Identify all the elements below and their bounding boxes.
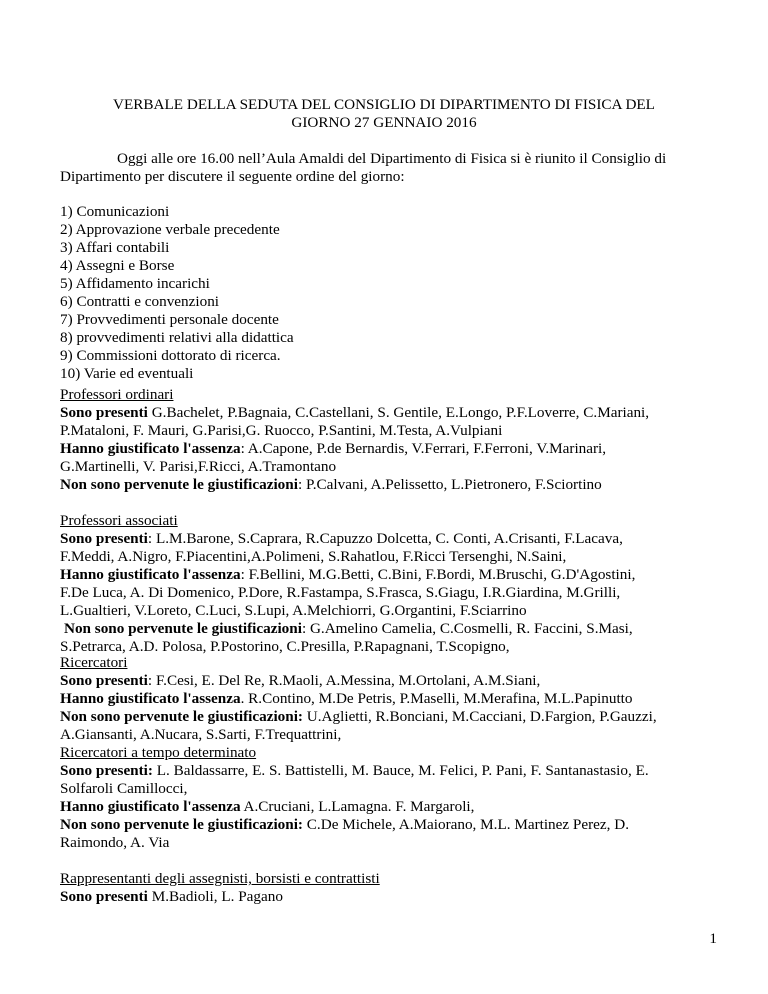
absent-names: A.Giansanti, A.Nucara, S.Sarti, F.Trequattrini, (60, 726, 342, 743)
absent-names: : G.Amelino Camelia, C.Cosmelli, R. Faccini, S.Masi, (301, 620, 633, 637)
justified-label: Hanno giustificato l'assenza (60, 798, 241, 815)
agenda-item: 1) Comunicazioni (60, 203, 170, 220)
title-line-2: GIORNO 27 GENNAIO 2016 (291, 114, 477, 131)
present-names: : L.M.Barone, S.Caprara, R.Capuzzo Dolcetta, C. Conti, A.Crisanti, F.Lacava, (147, 530, 623, 547)
justified-names: : A.Capone, P.de Bernardis, V.Ferrari, F.Ferroni, V.Marinari, (240, 440, 607, 457)
intro-paragraph (60, 150, 710, 186)
section-ricercatori-tempo-determinato (60, 744, 720, 852)
justified-names: : F.Bellini, M.G.Betti, C.Bini, F.Bordi, M.Bruschi, G.D'Agostini, (240, 566, 636, 583)
present-names: : F.Cesi, E. Del Re, R.Maoli, A.Messina, M.Ortolani, A.M.Siani, (147, 672, 541, 689)
present-names: M.Badioli, L. Pagano (147, 888, 283, 905)
section-heading: Professori ordinari (60, 386, 174, 403)
agenda-item: 10) Varie ed eventuali (60, 365, 194, 382)
present-label: Sono presenti: (60, 762, 153, 779)
justified-label: Hanno giustificato l'assenza (60, 440, 241, 457)
justified-names: G.Martinelli, V. Parisi,F.Ricci, A.Tramontano (60, 458, 337, 475)
section-heading: Ricercatori a tempo determinato (60, 744, 257, 761)
justified-label: Hanno giustificato l'assenza (60, 566, 241, 583)
agenda-list (60, 203, 294, 383)
justified-label: Hanno giustificato l'assenza (60, 690, 241, 707)
justified-names: F.De Luca, A. Di Domenico, P.Dore, R.Fastampa, S.Frasca, S.Giagu, I.R.Giardina, M.Grilli, (60, 584, 621, 601)
absent-names: : P.Calvani, A.Pelissetto, L.Pietronero, F.Sciortino (297, 476, 602, 493)
section-heading: Rappresentanti degli assegnisti, borsisti e contrattisti (60, 870, 380, 887)
intro-line-2: Dipartimento per discutere il seguente ordine del giorno: (60, 167, 405, 185)
section-heading: Professori associati (60, 512, 178, 529)
present-label: Sono presenti (60, 888, 148, 905)
section-rappresentanti (60, 870, 720, 906)
present-label: Sono presenti (60, 404, 148, 421)
section-professori-ordinari (60, 386, 720, 494)
agenda-item: 5) Affidamento incarichi (60, 275, 210, 292)
present-names: P.Mataloni, F. Mauri, G.Parisi,G. Ruocco, P.Santini, M.Testa, A.Vulpiani (60, 422, 503, 439)
justified-names: L.Gualtieri, V.Loreto, C.Luci, S.Lupi, A.Melchiorri, G.Organtini, F.Sciarrino (60, 602, 527, 619)
agenda-item: 4) Assegni e Borse (60, 257, 175, 274)
agenda-item: 8) provvedimenti relativi alla didattica (60, 329, 294, 346)
absent-names: C.De Michele, A.Maiorano, M.L. Martinez Perez, D. (303, 816, 630, 833)
agenda-item: 6) Contratti e convenzioni (60, 293, 220, 310)
agenda-item: 3) Affari contabili (60, 239, 170, 256)
section-professori-associati (60, 512, 720, 656)
section-heading: Ricercatori (60, 654, 128, 671)
intro-line-1: Oggi alle ore 16.00 nell’Aula Amaldi del Dipartimento di Fisica si è riunito il Consiglio di (117, 150, 667, 167)
present-names: L. Baldassarre, E. S. Battistelli, M. Bauce, M. Felici, P. Pani, F. Santanastasio, E. (152, 762, 649, 779)
absent-names: U.Aglietti, R.Bonciani, M.Cacciani, D.Fargion, P.Gauzzi, (303, 708, 657, 725)
absent-label: Non sono pervenute le giustificazioni (60, 476, 298, 493)
title-line-1: VERBALE DELLA SEDUTA DEL CONSIGLIO DI DIPARTIMENTO DI FISICA DEL (113, 96, 655, 113)
justified-names: A.Cruciani, L.Lamagna. F. Margaroli, (240, 798, 475, 815)
agenda-item: 2) Approvazione verbale precedente (60, 221, 280, 238)
absent-names: S.Petrarca, A.D. Polosa, P.Postorino, C.Presilla, P.Rapagnani, T.Scopigno, (60, 638, 510, 655)
absent-label: Non sono pervenute le giustificazioni: (60, 708, 303, 725)
present-names: F.Meddi, A.Nigro, F.Piacentini,A.Polimeni, S.Rahatlou, F.Ricci Tersenghi, N.Saini, (60, 548, 567, 565)
present-label: Sono presenti (60, 530, 148, 547)
present-names: Solfaroli Camillocci, (60, 780, 188, 797)
present-names: G.Bachelet, P.Bagnaia, C.Castellani, S. Gentile, E.Longo, P.F.Loverre, C.Mariani, (147, 404, 650, 421)
document-title (0, 96, 768, 132)
agenda-item: 7) Provvedimenti personale docente (60, 311, 279, 328)
present-label: Sono presenti (60, 672, 148, 689)
section-ricercatori (60, 654, 720, 744)
absent-names: Raimondo, A. Via (60, 834, 170, 851)
absent-label: Non sono pervenute le giustificazioni: (60, 816, 303, 833)
justified-names: . R.Contino, M.De Petris, P.Maselli, M.Merafina, M.L.Papinutto (240, 690, 633, 707)
agenda-item: 9) Commissioni dottorato di ricerca. (60, 347, 281, 364)
absent-label: Non sono pervenute le giustificazioni (64, 620, 302, 637)
page-number: 1 (709, 930, 717, 947)
